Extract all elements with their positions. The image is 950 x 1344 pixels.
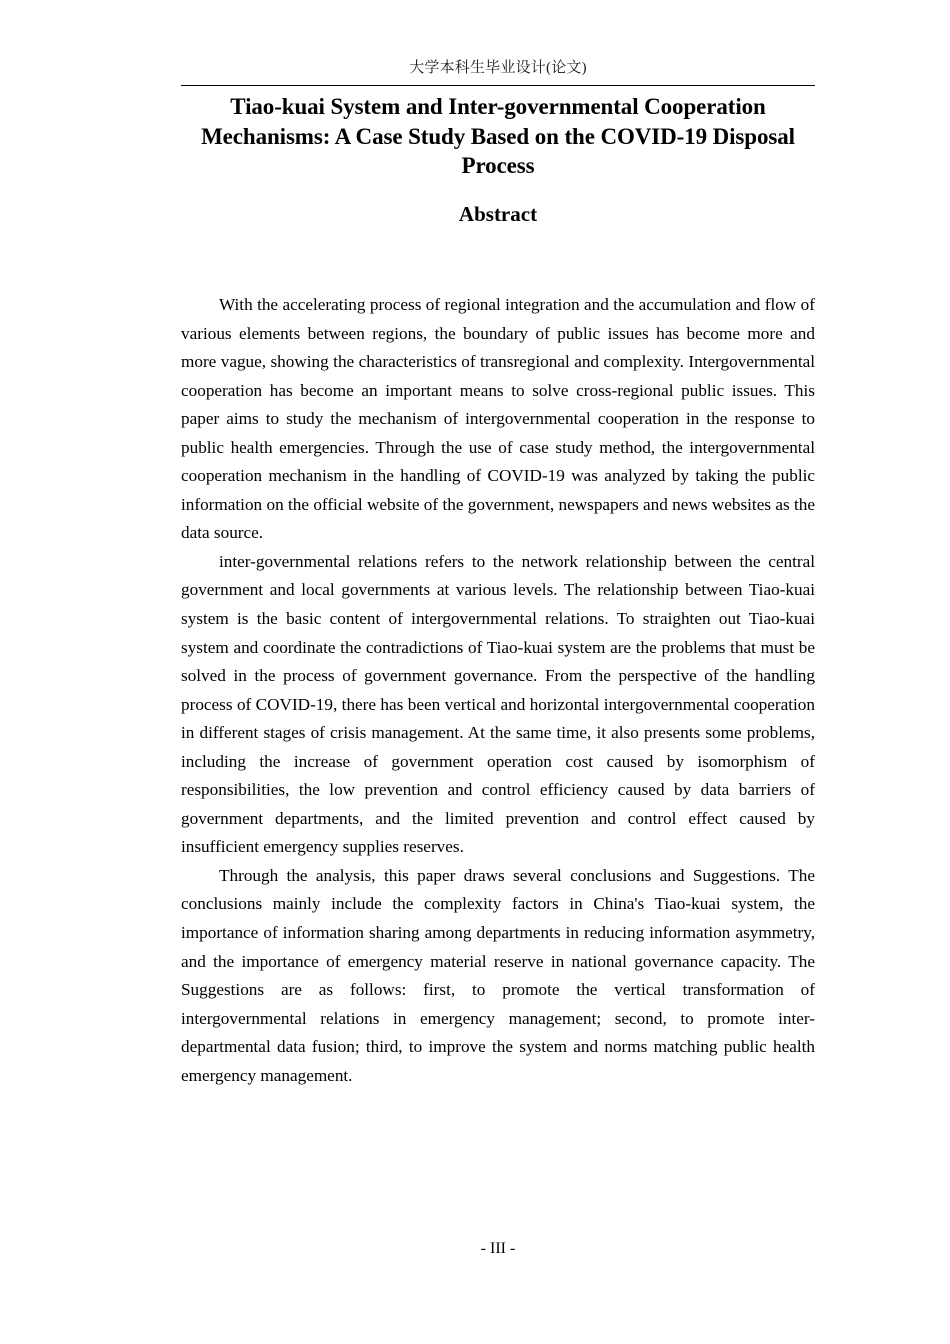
running-header-text: 大学本科生毕业设计(论文) bbox=[409, 60, 587, 76]
abstract-heading: Abstract bbox=[458, 202, 538, 226]
running-header bbox=[181, 58, 815, 78]
title-line-2: Mechanisms: A Case Study Based on the COVID-19 Disposal bbox=[201, 123, 795, 149]
abstract-paragraph-3: Through the analysis, this paper draws several conclusions and Suggestions. The conclusions mainly include the complexity factors in China's Tiao-kuai system, the importance of information sharing among departments in reducing information asymmetry, and the importance of emergency material reserve in national governance capacity. The Suggestions are as follows: first, to promote the vertical transformation of intergovernmental relations in emergency management; second, to promote inter-departmental data fusion; third, to improve the system and norms matching public health emergency management. bbox=[181, 865, 815, 1085]
title-line-3: Process bbox=[461, 153, 535, 178]
page-title bbox=[181, 92, 815, 181]
title-line-1: Tiao-kuai System and Inter-governmental Cooperation bbox=[230, 94, 766, 119]
abstract-paragraph-2: inter-governmental relations refers to the network relationship between the central government and local governments at various levels. The relationship between Tiao-kuai system is the basic content of intergovernmental relations. To straighten out Tiao-kuai system and coordinate the contradictions of Tiao-kuai system are the problems that must be solved in the process of government governance. From the perspective of the handling process of COVID-19, there has been vertical and horizontal intergovernmental cooperation in different stages of crisis management. At the same time, it also presents some problems, including the increase of government operation cost caused by isomorphism of responsibilities, the low prevention and control efficiency caused by data barriers of government departments, and the limited prevention and control effect caused by insufficient emergency supplies reserves. bbox=[181, 551, 815, 857]
abstract-body bbox=[181, 291, 815, 1090]
abstract-paragraph-1: With the accelerating process of regional integration and the accumulation and flow of various elements between regions, the boundary of public issues has become more and more vague, showing the characteristics of transregional and complexity. Intergovernmental cooperation has become an important means to solve cross-regional public issues. This paper aims to study the mechanism of intergovernmental cooperation in the response to public health emergencies. Through the use of case study method, the intergovernmental cooperation mechanism in the handling of COVID-19 was analyzed by taking the public information on the official website of the government, newspapers and news websites as the data source. bbox=[181, 295, 815, 543]
page-number-footer: - III - bbox=[480, 1240, 516, 1257]
header-rule-divider bbox=[181, 85, 815, 86]
